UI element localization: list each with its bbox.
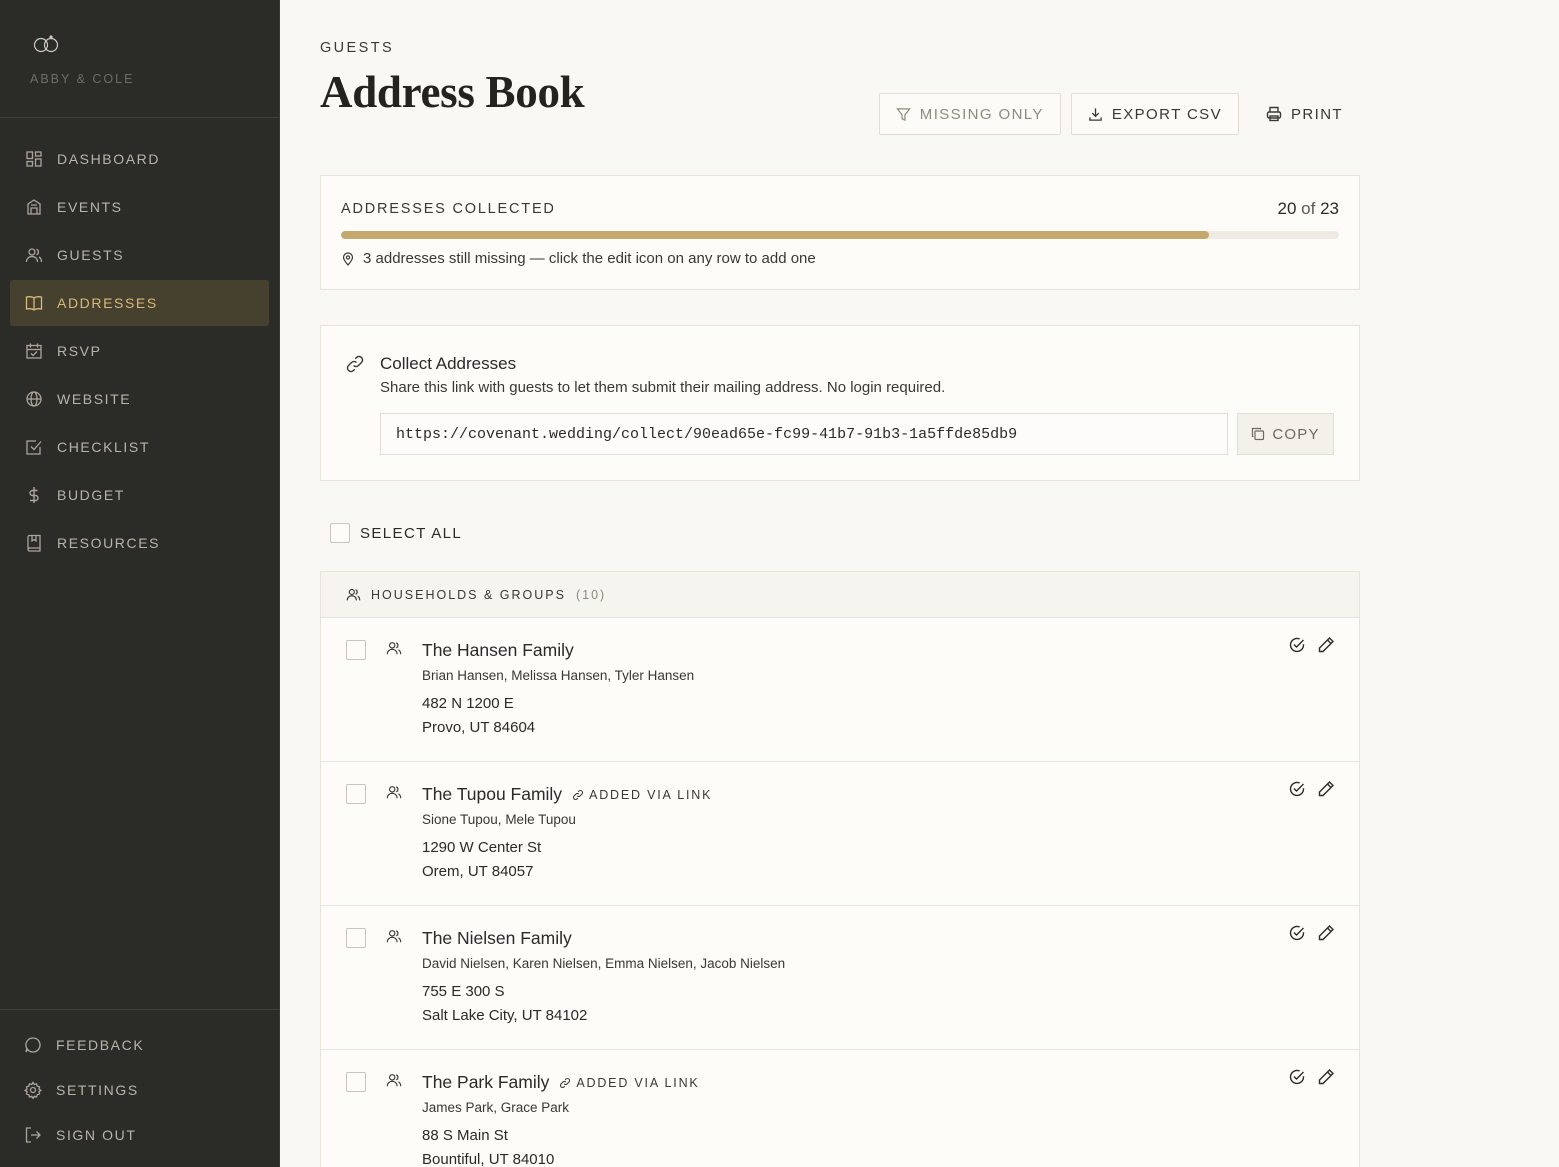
nav-item-resources[interactable] <box>10 520 269 566</box>
link-icon <box>345 354 365 379</box>
copy-icon <box>1251 427 1265 441</box>
main-nav <box>0 118 279 566</box>
chat-icon <box>24 1036 42 1054</box>
added-via-link-badge <box>572 788 712 802</box>
nav-item-dashboard[interactable] <box>10 136 269 182</box>
progress-note <box>341 250 816 267</box>
address-line-2: Provo, UT 84604 <box>422 719 536 736</box>
main-content <box>280 0 1559 1167</box>
address-line-2: Orem, UT 84057 <box>422 863 534 880</box>
book-icon <box>25 294 43 312</box>
nav-item-sign-out[interactable] <box>10 1112 270 1157</box>
nav-label-events: EVENTS <box>57 199 123 215</box>
sidebar <box>0 0 280 1167</box>
row-checkbox[interactable] <box>346 1072 366 1092</box>
nav-item-settings[interactable] <box>10 1067 270 1112</box>
household-name: The Tupou Family <box>422 784 563 804</box>
list-header <box>321 572 1359 618</box>
edit-pencil-icon[interactable] <box>1317 1068 1335 1086</box>
progress-bar-fill <box>341 231 1209 239</box>
household-icon <box>386 640 402 656</box>
of-text: of <box>1301 199 1316 218</box>
address-line-1: 482 N 1200 E <box>422 695 514 712</box>
nav-item-addresses[interactable] <box>10 280 269 326</box>
events-icon <box>25 198 43 216</box>
household-icon <box>386 784 402 800</box>
added-via-link-badge <box>559 1076 699 1090</box>
check-circle-icon[interactable] <box>1288 780 1306 798</box>
print-button[interactable] <box>1249 93 1360 135</box>
sidebar-footer <box>0 1009 280 1167</box>
checkbox-icon <box>25 438 43 456</box>
household-icon <box>386 928 402 944</box>
edit-pencil-icon[interactable] <box>1317 780 1335 798</box>
row-actions <box>1288 1068 1335 1086</box>
globe-icon <box>25 390 43 408</box>
nav-label-settings: SETTINGS <box>56 1081 139 1098</box>
row-actions <box>1288 924 1335 942</box>
bookmark-book-icon <box>25 534 43 552</box>
logout-icon <box>24 1126 42 1144</box>
address-line-2: Bountiful, UT 84010 <box>422 1151 555 1167</box>
link-icon <box>559 1077 571 1089</box>
toolbar <box>879 93 1360 135</box>
check-circle-icon[interactable] <box>1288 1068 1306 1086</box>
check-circle-icon[interactable] <box>1288 924 1306 942</box>
nav-item-website[interactable] <box>10 376 269 422</box>
collected-count: 20 <box>1277 199 1297 218</box>
address-line-2: Salt Lake City, UT 84102 <box>422 1007 588 1024</box>
household-name-wrap <box>422 1072 700 1093</box>
household-row <box>321 618 1359 762</box>
nav-label-dashboard: DASHBOARD <box>57 151 161 167</box>
row-checkbox[interactable] <box>346 784 366 804</box>
household-row <box>321 906 1359 1050</box>
household-row <box>321 762 1359 906</box>
nav-item-events[interactable] <box>10 184 269 230</box>
section-eyebrow: GUESTS <box>320 40 395 56</box>
nav-item-feedback[interactable] <box>10 1022 270 1067</box>
household-icon <box>386 1072 402 1088</box>
nav-label-checklist: CHECKLIST <box>57 439 150 455</box>
nav-label-website: WEBSITE <box>57 391 132 407</box>
household-name: The Nielsen Family <box>422 928 572 948</box>
progress-count <box>1278 199 1340 219</box>
export-csv-label: EXPORT CSV <box>1111 105 1222 123</box>
total-count: 23 <box>1320 199 1339 218</box>
map-pin-icon <box>341 252 355 266</box>
missing-only-button[interactable] <box>879 93 1061 135</box>
household-members: James Park, Grace Park <box>422 1100 570 1115</box>
address-line-1: 1290 W Center St <box>422 839 542 856</box>
select-all-label: SELECT ALL <box>360 524 463 542</box>
badge-label: ADDED VIA LINK <box>576 1075 700 1090</box>
household-name-wrap <box>422 640 574 661</box>
collect-title: Collect Addresses <box>380 354 517 373</box>
nav-item-rsvp[interactable] <box>10 328 269 374</box>
copy-link-button[interactable] <box>1237 413 1334 455</box>
badge-label: ADDED VIA LINK <box>589 787 713 802</box>
row-checkbox[interactable] <box>346 640 366 660</box>
nav-item-guests[interactable] <box>10 232 269 278</box>
edit-pencil-icon[interactable] <box>1317 636 1335 654</box>
household-members: Sione Tupou, Mele Tupou <box>422 812 576 827</box>
progress-note-text: 3 addresses still missing — click the edit icon on any row to add one <box>363 250 816 267</box>
link-icon <box>572 789 584 801</box>
gear-icon <box>24 1081 42 1099</box>
rings-logo-icon <box>30 32 64 56</box>
nav-label-rsvp: RSVP <box>57 343 102 359</box>
collect-description: Share this link with guests to let them submit their mailing address. No login required. <box>380 379 946 396</box>
list-heading: HOUSEHOLDS & GROUPS <box>371 587 566 602</box>
row-checkbox[interactable] <box>346 928 366 948</box>
print-label: PRINT <box>1291 105 1343 123</box>
household-row <box>321 1050 1359 1167</box>
select-all-checkbox[interactable] <box>330 523 350 543</box>
download-icon <box>1088 107 1103 122</box>
group-icon <box>346 587 361 602</box>
progress-label: ADDRESSES COLLECTED <box>341 201 556 217</box>
address-line-1: 755 E 300 S <box>422 983 505 1000</box>
household-name: The Hansen Family <box>422 640 574 660</box>
progress-bar <box>341 231 1339 239</box>
row-actions <box>1288 636 1335 654</box>
nav-label-feedback: FEEDBACK <box>56 1036 145 1053</box>
address-line-1: 88 S Main St <box>422 1127 508 1144</box>
households-list <box>320 571 1360 1167</box>
household-members: David Nielsen, Karen Nielsen, Emma Nielsen, Jacob Nielsen <box>422 956 786 971</box>
nav-label-guests: GUESTS <box>57 247 125 263</box>
collect-addresses-card <box>320 325 1360 481</box>
nav-label-addresses: ADDRESSES <box>57 295 158 311</box>
brand-name: ABBY & COLE <box>30 72 135 86</box>
export-csv-button[interactable] <box>1071 93 1239 135</box>
filter-icon <box>896 107 911 122</box>
nav-label-resources: RESOURCES <box>57 535 161 551</box>
household-name-wrap <box>422 784 712 805</box>
household-rows <box>321 618 1359 1167</box>
nav-label-budget: BUDGET <box>57 487 125 503</box>
printer-icon <box>1266 106 1282 122</box>
check-circle-icon[interactable] <box>1288 636 1306 654</box>
edit-pencil-icon[interactable] <box>1317 924 1335 942</box>
guests-icon <box>25 246 43 264</box>
row-actions <box>1288 780 1335 798</box>
page-title: Address Book <box>320 67 585 117</box>
copy-label: COPY <box>1272 425 1320 443</box>
calendar-check-icon <box>25 342 43 360</box>
nav-item-checklist[interactable] <box>10 424 269 470</box>
dashboard-icon <box>25 150 43 168</box>
nav-item-budget[interactable] <box>10 472 269 518</box>
missing-only-label: MISSING ONLY <box>919 105 1044 123</box>
household-name: The Park Family <box>422 1072 550 1092</box>
household-members: Brian Hansen, Melissa Hansen, Tyler Hansen <box>422 668 695 683</box>
brand <box>0 0 279 118</box>
list-count: (10) <box>575 587 607 602</box>
collect-link-field[interactable]: https://covenant.wedding/collect/90ead65e-fc99-41b7-91b3-1a5ffde85db9 <box>380 413 1228 455</box>
dollar-icon <box>25 486 43 504</box>
nav-label-sign-out: SIGN OUT <box>56 1126 137 1143</box>
household-name-wrap <box>422 928 572 949</box>
addresses-progress-card <box>320 175 1360 290</box>
select-all[interactable] <box>330 523 462 543</box>
